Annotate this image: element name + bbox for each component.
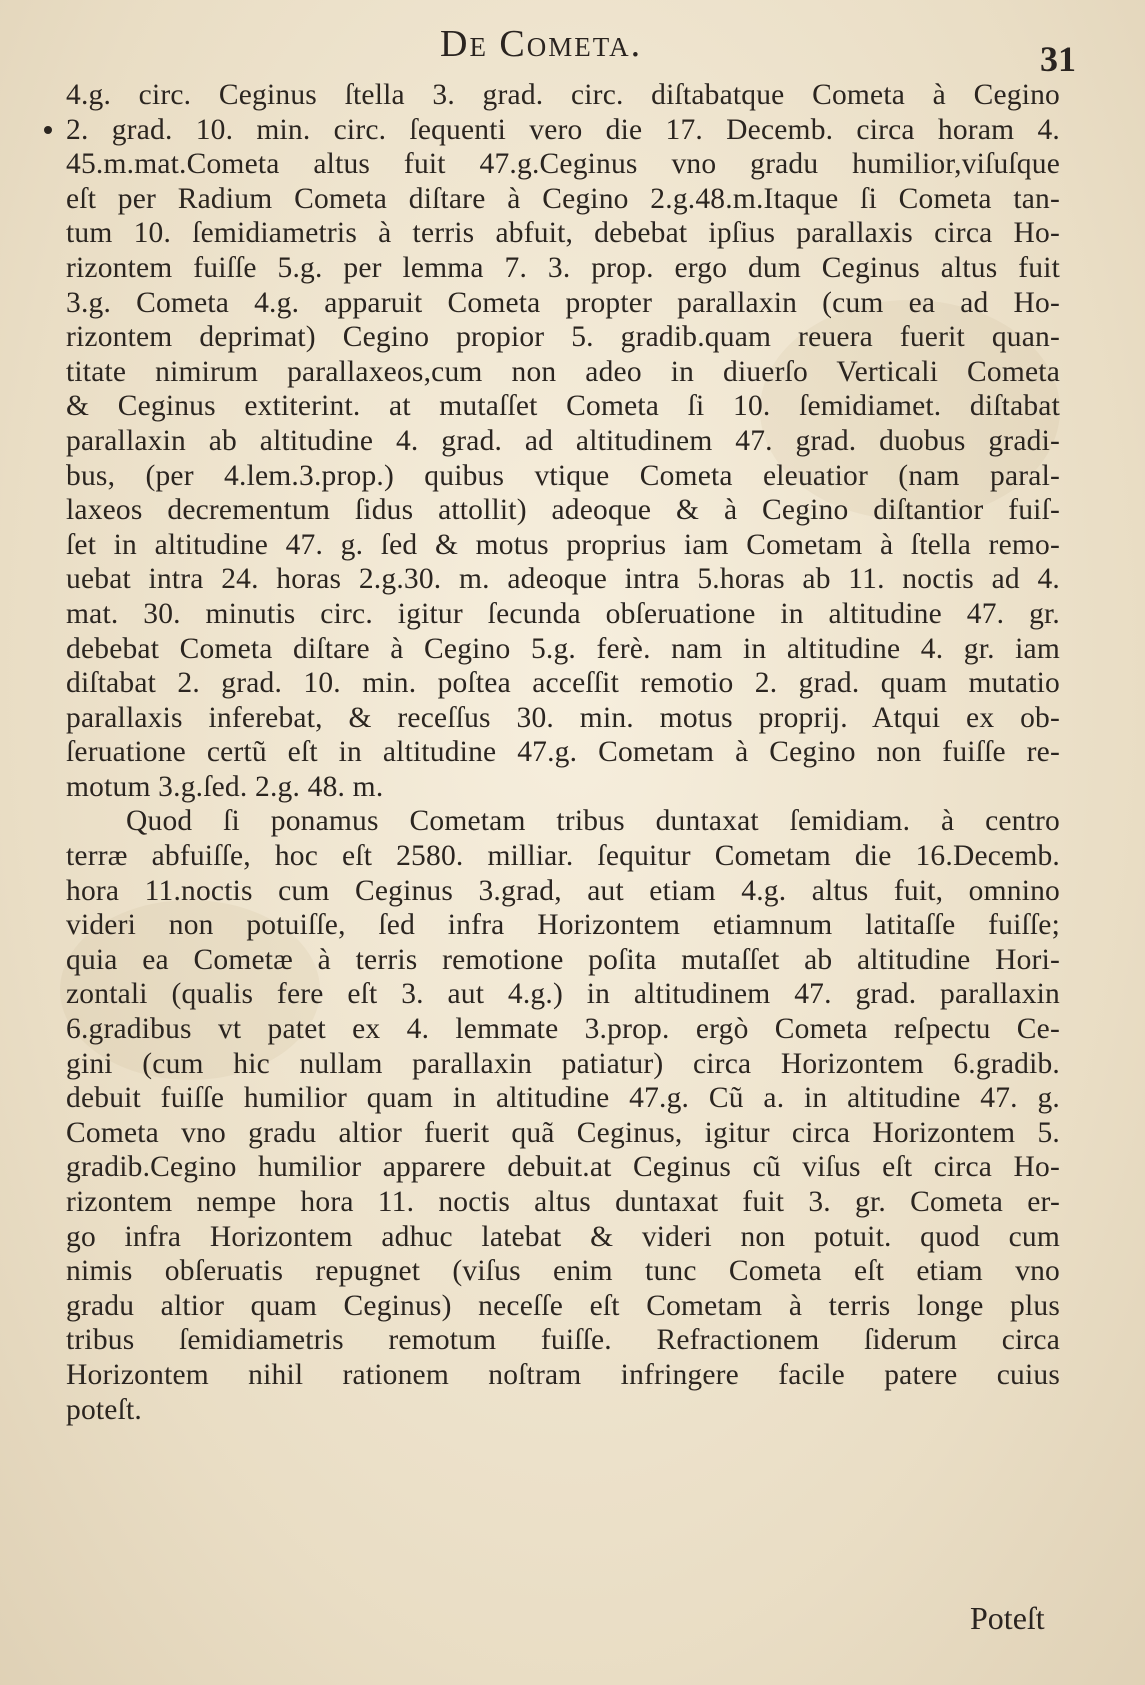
text-line-paragraph-end: poteſt. [66, 1393, 142, 1426]
text-line: bus, (per 4.lem.3.prop.) quibus vtique Cometa eleuatior (nam paral- [66, 459, 1060, 492]
catchword: Poteſt [970, 1600, 1045, 1636]
text-line: titate nimirum parallaxeos,cum non adeo in diuerſo Verticali Cometa [66, 355, 1060, 388]
text-line: rizontem fuiſſe 5.g. per lemma 7. 3. prop. ergo dum Ceginus altus fuit [66, 251, 1060, 284]
running-head [0, 18, 1145, 79]
running-title: De Cometa. [440, 23, 643, 65]
text-line: 2. grad. 10. min. circ. ſequenti vero die 17. Decemb. circa horam 4. [66, 113, 1060, 146]
text-line: uebat intra 24. horas 2.g.30. m. adeoque intra 5.horas ab 11. noctis ad 4. [66, 563, 1060, 596]
text-line: ſeruatione certũ eſt in altitudine 47.g. Cometam à Cegino non fuiſſe re- [66, 736, 1060, 769]
text-line: rizontem deprimat) Cegino propior 5. gradib.quam reuera fuerit quan- [66, 321, 1060, 354]
text-line: hora 11.noctis cum Ceginus 3.grad, aut etiam 4.g. altus fuit, omnino [66, 874, 1060, 907]
text-line: mat. 30. minutis circ. igitur ſecunda obſeruatione in altitudine 47. gr. [66, 597, 1060, 630]
text-line: laxeos decrementum ſidus attollit) adeoque & à Cegino diſtantior fuiſ- [66, 494, 1060, 527]
text-line: gini (cum hic nullam parallaxin patiatur) circa Horizontem 6.gradib. [66, 1047, 1060, 1080]
text-line: parallaxis inferebat, & receſſus 30. min. motus proprij. Atqui ex ob- [66, 701, 1060, 734]
body-text [66, 78, 1060, 1427]
text-line: gradib.Cegino humilior apparere debuit.at Ceginus cũ viſus eſt circa Ho- [66, 1151, 1060, 1184]
text-line: rizontem nempe hora 11. noctis altus duntaxat fuit 3. gr. Cometa er- [66, 1186, 1060, 1218]
text-line: Horizontem nihil rationem noſtram infringere facile patere cuius [66, 1358, 1060, 1391]
text-line: 45.m.mat.Cometa altus fuit 47.g.Ceginus vno gradu humilior,viſuſque [66, 148, 1060, 181]
text-line: diſtabat 2. grad. 10. min. poſtea acceſſit remotio 2. grad. quam mutatio [66, 667, 1060, 700]
text-line: debebat Cometa diſtare à Cegino 5.g. ferè. nam in altitudine 4. gr. iam [66, 632, 1060, 665]
text-line: debuit fuiſſe humilior quam in altitudine 47.g. Cũ a. in altitudine 47. g. [66, 1082, 1060, 1115]
text-line: parallaxin ab altitudine 4. grad. ad altitudinem 47. grad. duobus gradi- [66, 424, 1060, 457]
text-line: gradu altior quam Ceginus) neceſſe eſt Cometam à terris longe plus [66, 1289, 1060, 1322]
text-line: tum 10. ſemidiametris à terris abfuit, debebat ipſius parallaxis circa Ho- [66, 217, 1060, 250]
text-line: eſt per Radium Cometa diſtare à Cegino 2.g.48.m.Itaque ſi Cometa tan- [66, 182, 1060, 215]
text-line: quia ea Cometæ à terris remotione poſita mutaſſet ab altitudine Hori- [66, 943, 1060, 976]
text-line: 6.gradibus vt patet ex 4. lemmate 3.prop. ergò Cometa reſpectu Ce- [66, 1013, 1060, 1046]
text-line: 4.g. circ. Ceginus ſtella 3. grad. circ. diſtabatque Cometa à Cegino [66, 79, 1060, 111]
text-line: nimis obſeruatis repugnet (viſus enim tunc Cometa eſt etiam vno [66, 1255, 1060, 1288]
text-line: go infra Horizontem adhuc latebat & videri non potuit. quod cum [66, 1220, 1060, 1253]
text-line: videri non potuiſſe, ſed infra Horizontem etiamnum latitaſſe fuiſſe; [66, 909, 1060, 942]
text-line-paragraph-end: motum 3.g.ſed. 2.g. 48. m. [66, 770, 384, 803]
text-line-paragraph-start: Quod ſi ponamus Cometam tribus duntaxat ſemidiam. à centro [126, 805, 1060, 838]
page-number: 31 [1040, 39, 1076, 79]
text-line: 3.g. Cometa 4.g. apparuit Cometa propter parallaxin (cum ea ad Ho- [66, 286, 1060, 319]
text-line: terræ abfuiſſe, hoc eſt 2580. milliar. ſequitur Cometam die 16.Decemb. [66, 840, 1060, 873]
text-line: tribus ſemidiametris remotum fuiſſe. Refractionem ſiderum circa [66, 1324, 1060, 1357]
text-line: zontali (qualis fere eſt 3. aut 4.g.) in altitudinem 47. grad. parallaxin [66, 978, 1060, 1011]
text-line: & Ceginus extiterint. at mutaſſet Cometa ſi 10. ſemidiamet. diſtabat [66, 390, 1060, 423]
text-line: Cometa vno gradu altior fuerit quã Ceginus, igitur circa Horizontem 5. [66, 1116, 1060, 1149]
text-line: ſet in altitudine 47. g. ſed & motus proprius iam Cometam à ſtella remo- [66, 528, 1060, 561]
margin-mark [44, 126, 52, 134]
